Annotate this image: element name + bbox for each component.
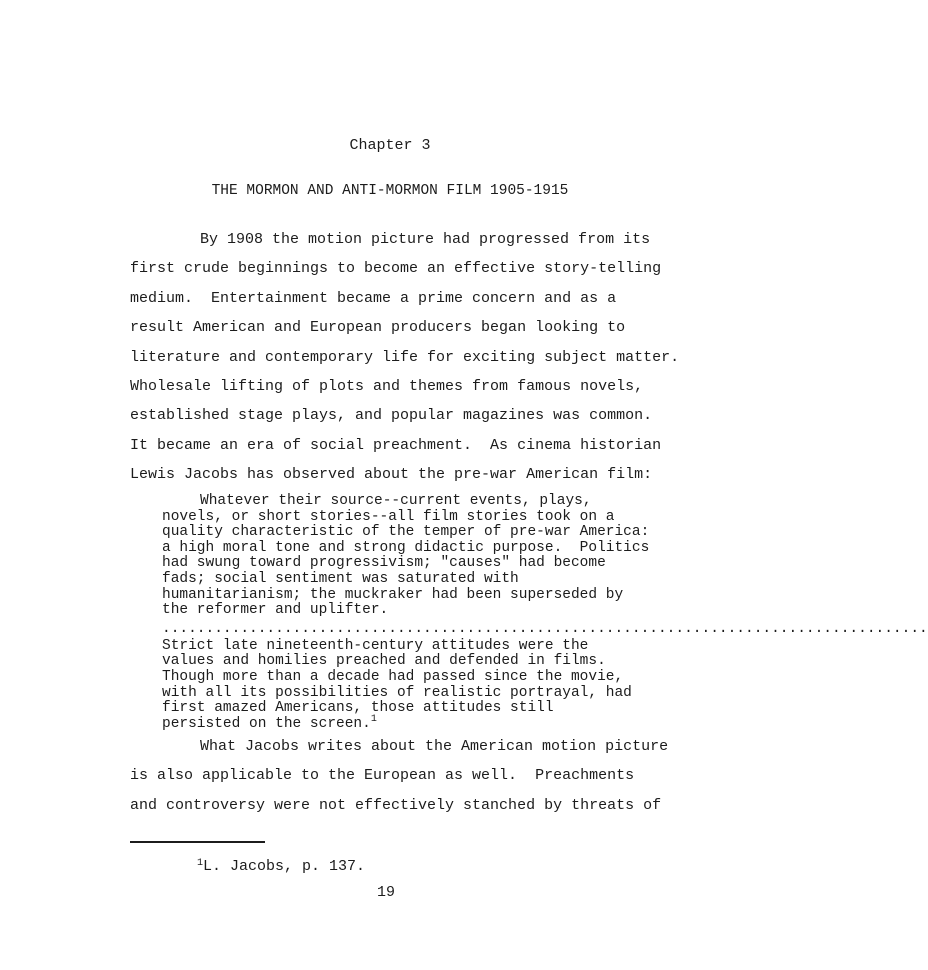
text-line: is also applicable to the European as well. Preachments xyxy=(130,767,635,785)
quote-line: fads; social sentiment was saturated with xyxy=(162,570,519,587)
quote-line: first amazed Americans, those attitudes still xyxy=(162,700,554,717)
text-line: result American and European producers began looking to xyxy=(130,319,626,337)
footnote-reference[interactable]: 1 xyxy=(370,713,377,725)
paragraph-2 xyxy=(130,732,670,820)
text-line: Wholesale lifting of plots and themes from famous novels, xyxy=(130,377,644,395)
quote-line: with all its possibilities of realistic portrayal, had xyxy=(162,684,632,701)
chapter-label: Chapter 3 xyxy=(349,137,431,154)
footnote xyxy=(197,858,365,875)
text-line: and controversy were not effectively stanched by threats of xyxy=(130,796,662,814)
text-line: It became an era of social preachment. As cinema historian xyxy=(130,436,662,454)
quote-line: Though more than a decade had passed since the movie, xyxy=(162,668,624,685)
chapter-title: THE MORMON AND ANTI-MORMON FILM 1905-1915 xyxy=(211,183,569,199)
quote-line: a high moral tone and strong didactic purpose. Politics xyxy=(162,539,650,556)
text-line: By 1908 the motion picture had progressed from its xyxy=(200,231,651,248)
text-line: established stage plays, and popular magazines was common. xyxy=(130,407,653,425)
quote-line: had swung toward progressivism; "causes" had become xyxy=(162,555,606,572)
text-line: literature and contemporary life for exciting subject matter. xyxy=(130,348,680,366)
quote-line: humanitarianism; the muckraker had been superseded by xyxy=(162,586,624,603)
block-quote xyxy=(162,493,928,732)
quote-line: values and homilies preached and defended in films. xyxy=(162,653,606,670)
text-line: What Jacobs writes about the American motion picture xyxy=(200,738,669,755)
text-line: medium. Entertainment became a prime concern and as a xyxy=(130,289,617,307)
quote-text: persisted on the screen. xyxy=(162,715,371,732)
paragraph-1 xyxy=(130,225,680,490)
text-line: Lewis Jacobs has observed about the pre-war American film: xyxy=(130,466,653,484)
footnote-text: L. Jacobs, p. 137. xyxy=(203,858,366,875)
quote-line-last xyxy=(162,713,672,733)
quote-line: novels, or short stories--all film stories took on a xyxy=(162,508,615,525)
ellipsis-divider: ........................................................................................ xyxy=(162,620,928,637)
quote-line: the reformer and uplifter. xyxy=(162,602,389,619)
quote-line: Strict late nineteenth-century attitudes were the xyxy=(162,637,589,654)
quote-line: Whatever their source--current events, plays, xyxy=(200,493,592,509)
text-line: first crude beginnings to become an effective story-telling xyxy=(130,260,662,278)
quote-line: quality characteristic of the temper of pre-war America: xyxy=(162,524,650,541)
footnote-divider xyxy=(130,841,265,843)
footnote-marker: 1 xyxy=(197,858,204,869)
page-number: 19 xyxy=(376,884,395,901)
